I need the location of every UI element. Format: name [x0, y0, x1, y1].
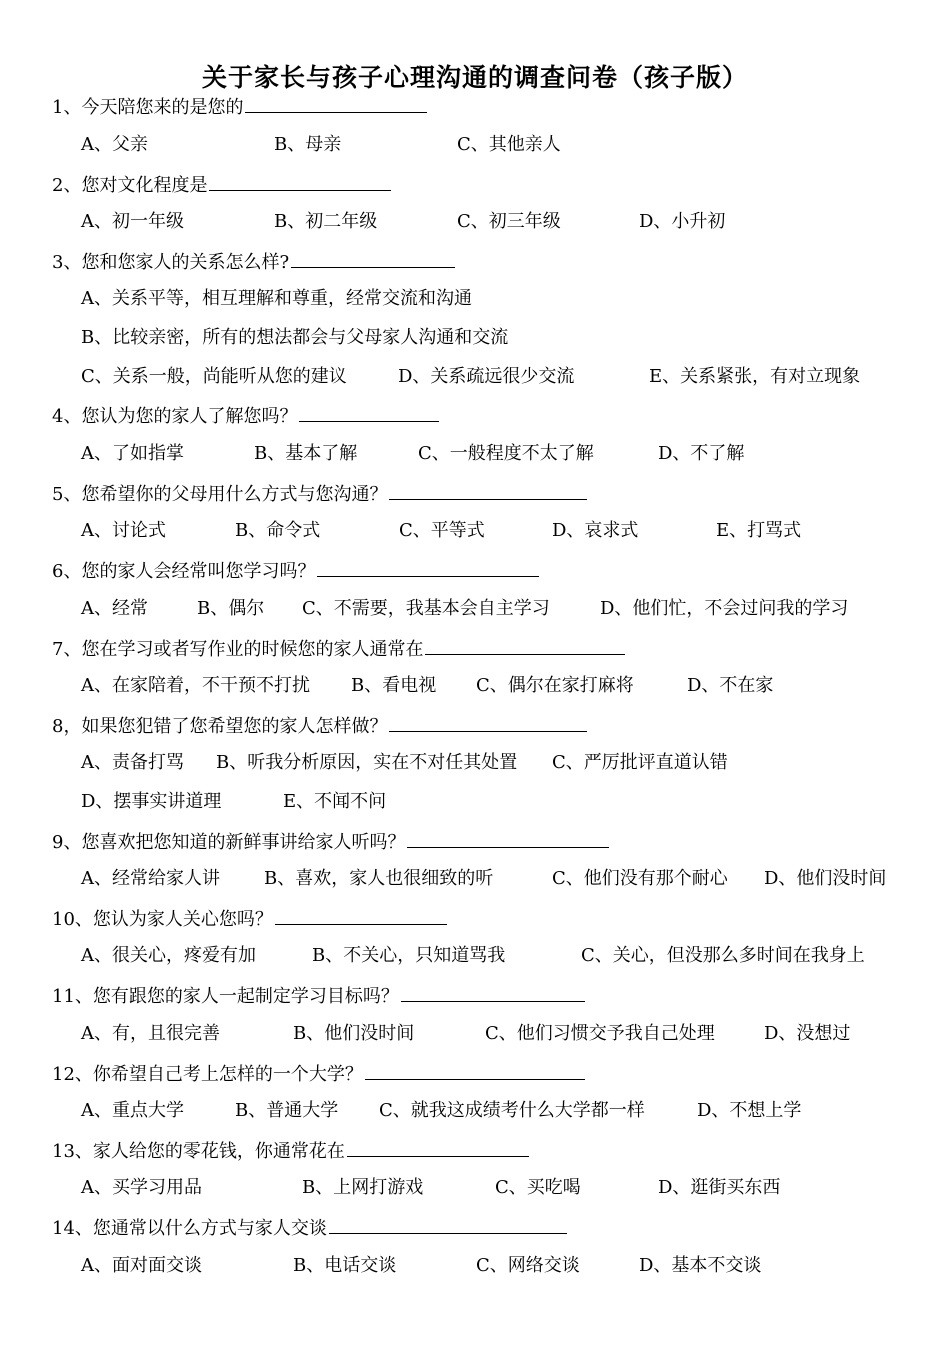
question-text: 10、您认为家人关心您吗？ [52, 909, 273, 930]
question-text: 9、您喜欢把您知道的新鲜事讲给家人听吗？ [52, 832, 406, 853]
option[interactable]: D、摆事实讲道理 [81, 791, 222, 812]
option[interactable]: A、很关心，疼爱有加 [81, 945, 256, 966]
option[interactable]: A、有，且很完善 [81, 1023, 220, 1044]
option[interactable]: C、关系一般，尚能听从您的建议 [81, 366, 347, 387]
option[interactable]: E、不闻不问 [283, 791, 387, 812]
answer-blank[interactable] [317, 558, 539, 577]
question-10 [52, 906, 447, 932]
answer-blank[interactable] [347, 1138, 529, 1157]
option[interactable]: D、基本不交谈 [639, 1255, 762, 1276]
question-text: 14、您通常以什么方式与家人交谈 [52, 1218, 327, 1239]
question-text: 3、您和您家人的关系怎么样? [52, 252, 290, 273]
answer-blank[interactable] [425, 636, 625, 655]
question-7 [52, 636, 625, 662]
question-text: 1、今天陪您来的是您的 [52, 97, 244, 118]
option[interactable]: A、讨论式 [81, 520, 166, 541]
option[interactable]: C、偶尔在家打麻将 [476, 675, 634, 696]
option[interactable]: D、关系疏远很少交流 [398, 366, 575, 387]
answer-blank[interactable] [365, 1061, 585, 1080]
question-9 [52, 829, 609, 855]
question-text: 8，如果您犯错了您希望您的家人怎样做？ [52, 716, 388, 737]
question-text: 5、您希望你的父母用什么方式与您沟通？ [52, 484, 388, 505]
question-text: 13、家人给您的零花钱，你通常花在 [52, 1141, 345, 1162]
option[interactable]: E、关系紧张，有对立现象 [649, 366, 861, 387]
answer-blank[interactable] [209, 172, 391, 191]
option[interactable]: C、平等式 [399, 520, 485, 541]
answer-blank[interactable] [407, 829, 609, 848]
option[interactable]: A、重点大学 [81, 1100, 184, 1121]
answer-blank[interactable] [389, 713, 587, 732]
option[interactable]: A、在家陪着，不干预不打扰 [81, 675, 310, 696]
question-text: 6、您的家人会经常叫您学习吗？ [52, 561, 316, 582]
option[interactable]: A、初一年级 [81, 211, 184, 232]
option[interactable]: D、他们没时间 [764, 868, 887, 889]
option[interactable]: B、听我分析原因，实在不对任其处置 [216, 752, 518, 773]
question-text: 11、您有跟您的家人一起制定学习目标吗？ [52, 986, 399, 1007]
option[interactable]: C、他们习惯交予我自己处理 [485, 1023, 715, 1044]
answer-blank[interactable] [389, 481, 587, 500]
option[interactable]: D、小升初 [639, 211, 726, 232]
question-4 [52, 403, 439, 429]
question-14 [52, 1215, 567, 1241]
option[interactable]: A、关系平等，相互理解和尊重，经常交流和沟通 [81, 288, 472, 309]
option[interactable]: A、了如指掌 [81, 443, 184, 464]
option[interactable]: C、一般程度不太了解 [418, 443, 594, 464]
option[interactable]: C、就我这成绩考什么大学都一样 [379, 1100, 645, 1121]
question-text: 4、您认为您的家人了解您吗？ [52, 406, 298, 427]
option[interactable]: D、哀求式 [552, 520, 639, 541]
question-6 [52, 558, 539, 584]
question-8 [52, 713, 587, 739]
answer-blank[interactable] [329, 1215, 567, 1234]
question-text: 7、您在学习或者写作业的时候您的家人通常在 [52, 639, 424, 660]
option[interactable]: D、不在家 [687, 675, 774, 696]
option[interactable]: C、关心，但没那么多时间在我身上 [581, 945, 865, 966]
option[interactable]: B、比较亲密，所有的想法都会与父母家人沟通和交流 [81, 327, 509, 348]
answer-blank[interactable] [299, 403, 439, 422]
option[interactable]: C、买吃喝 [495, 1177, 581, 1198]
answer-blank[interactable] [401, 983, 585, 1002]
option[interactable]: B、他们没时间 [293, 1023, 415, 1044]
option[interactable]: D、不了解 [658, 443, 745, 464]
answer-blank[interactable] [275, 906, 447, 925]
option[interactable]: A、经常 [81, 598, 148, 619]
option[interactable]: B、看电视 [351, 675, 437, 696]
option[interactable]: B、偶尔 [197, 598, 265, 619]
answer-blank[interactable] [245, 94, 427, 113]
question-11 [52, 983, 585, 1009]
option[interactable]: B、喜欢，家人也很细致的听 [264, 868, 494, 889]
question-12 [52, 1061, 585, 1087]
option[interactable]: C、严厉批评直道认错 [552, 752, 728, 773]
option[interactable]: B、母亲 [274, 134, 342, 155]
answer-blank[interactable] [291, 249, 455, 268]
option[interactable]: D、逛街买东西 [658, 1177, 781, 1198]
option[interactable]: A、责备打骂 [81, 752, 184, 773]
option[interactable]: E、打骂式 [716, 520, 802, 541]
question-3 [52, 249, 455, 275]
question-5 [52, 481, 587, 507]
question-text: 2、您对文化程度是 [52, 175, 208, 196]
option[interactable]: A、面对面交谈 [81, 1255, 202, 1276]
option[interactable]: A、经常给家人讲 [81, 868, 220, 889]
question-text: 12、你希望自己考上怎样的一个大学？ [52, 1064, 363, 1085]
option[interactable]: D、没想过 [764, 1023, 851, 1044]
page-title: 关于家长与孩子心理沟通的调查问卷（孩子版） [201, 63, 748, 92]
option[interactable]: B、上网打游戏 [302, 1177, 424, 1198]
option[interactable]: B、不关心，只知道骂我 [312, 945, 506, 966]
option[interactable]: B、基本了解 [254, 443, 358, 464]
option[interactable]: A、买学习用品 [81, 1177, 202, 1198]
option[interactable]: C、初三年级 [457, 211, 561, 232]
option[interactable]: D、不想上学 [697, 1100, 802, 1121]
option[interactable]: B、电话交谈 [293, 1255, 397, 1276]
question-1 [52, 94, 427, 120]
option[interactable]: C、不需要，我基本会自主学习 [302, 598, 550, 619]
option[interactable]: C、其他亲人 [457, 134, 561, 155]
question-2 [52, 172, 391, 198]
option[interactable]: B、普通大学 [235, 1100, 339, 1121]
option[interactable]: B、初二年级 [274, 211, 378, 232]
option[interactable]: C、网络交谈 [476, 1255, 580, 1276]
option[interactable]: B、命令式 [235, 520, 321, 541]
question-13 [52, 1138, 529, 1164]
option[interactable]: A、父亲 [81, 134, 148, 155]
option[interactable]: D、他们忙，不会过问我的学习 [600, 598, 849, 619]
option[interactable]: C、他们没有那个耐心 [552, 868, 728, 889]
